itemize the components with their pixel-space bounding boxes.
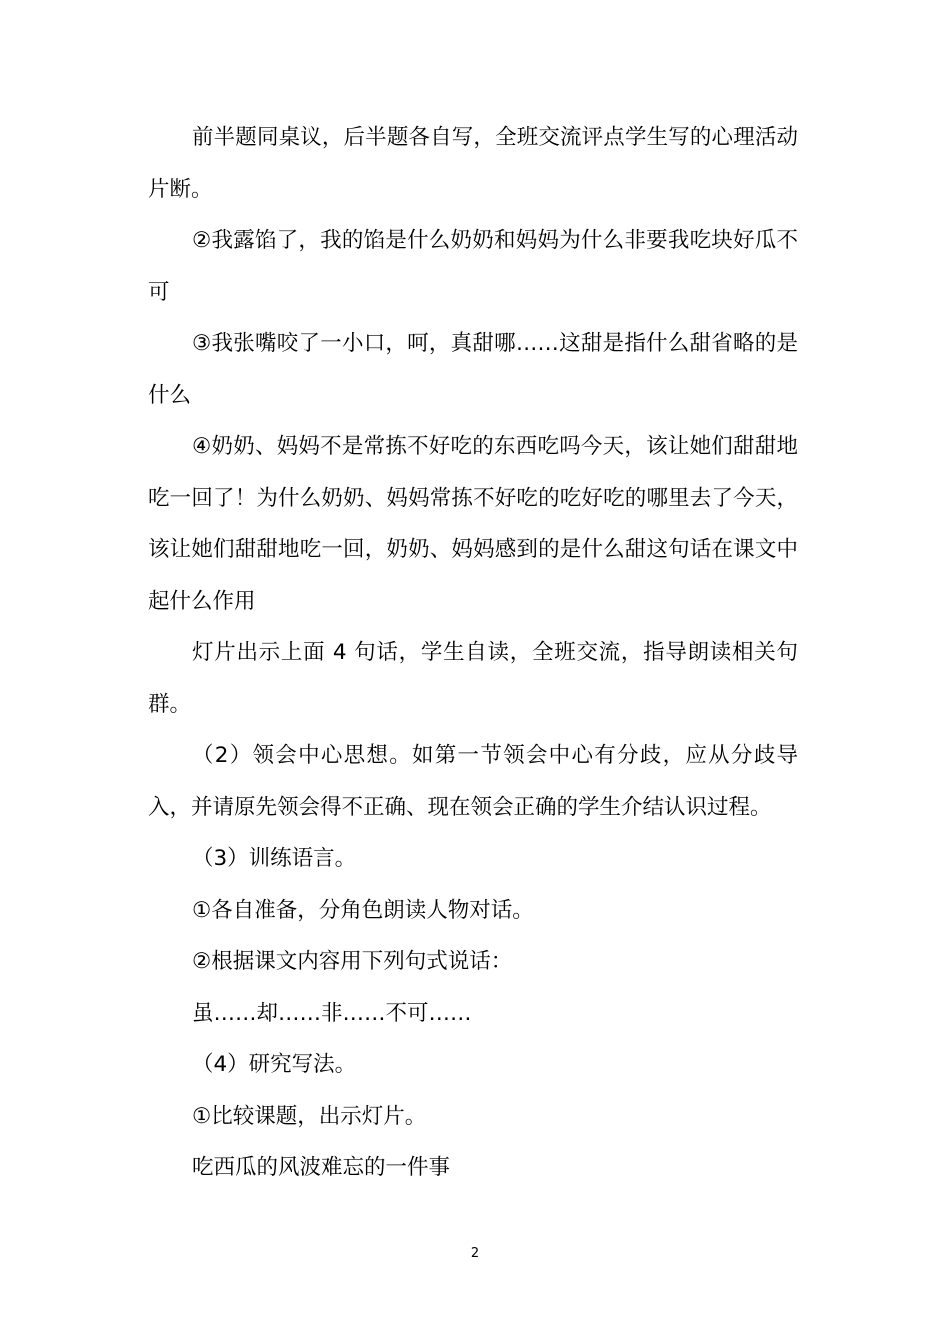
paragraph-question-3: ③我张嘴咬了一小口，呵，真甜哪……这甜是指什么甜省略的是什么 bbox=[148, 331, 798, 408]
paragraph-titles: 吃西瓜的风波难忘的一件事 bbox=[192, 1155, 451, 1180]
paragraph-question-2: ②我露馅了，我的馅是什么奶奶和妈妈为什么非要我吃块好瓜不可 bbox=[148, 228, 798, 305]
document-body bbox=[148, 112, 798, 1194]
paragraph-question-4: ④奶奶、妈妈不是常拣不好吃的东西吃吗今天，该让她们甜甜地吃一回了！为什么奶奶、妈妈常拣不好吃的吃好吃的哪里去了今天，该让她们甜甜地吃一回，奶奶、妈妈感到的是什么甜这句话在课文中起什么作用 bbox=[148, 434, 798, 614]
paragraph-sentence-pattern: 虽……却……非……不可…… bbox=[192, 1000, 472, 1026]
page-number: 2 bbox=[470, 1246, 480, 1261]
paragraph-language-training: （3）训练语言。 bbox=[192, 846, 357, 871]
paragraph-slide-reading: 灯片出示上面 4 句话，学生自读，全班交流，指导朗读相关句群。 bbox=[148, 640, 798, 717]
paragraph-compare-titles: ①比较课题，出示灯片。 bbox=[192, 1103, 427, 1129]
paragraph-central-idea: （2）领会中心思想。如第一节领会中心有分歧，应从分歧导入，并请原先领会得不正确、现在领会正确的学生介结认识过程。 bbox=[148, 743, 798, 820]
paragraph-role-reading: ①各自准备，分角色朗读人物对话。 bbox=[192, 897, 534, 923]
paragraph-discussion-instructions: 前半题同桌议，后半题各自写，全班交流评点学生写的心理活动片断。 bbox=[148, 125, 798, 202]
paragraph-sentence-pattern-intro: ②根据课文内容用下列句式说话： bbox=[192, 949, 513, 974]
paragraph-writing-study: （4）研究写法。 bbox=[192, 1052, 357, 1077]
